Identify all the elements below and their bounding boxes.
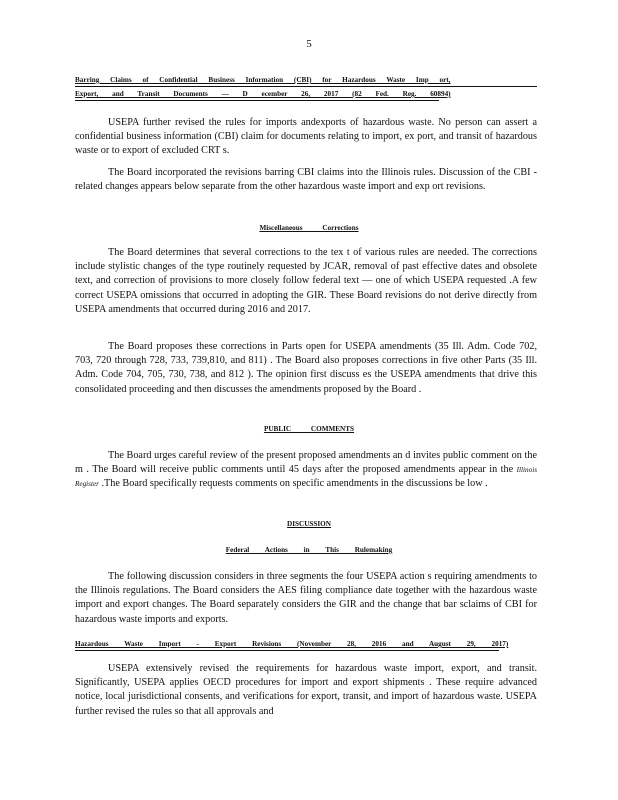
misc-paragraph-2: The Board proposes these corrections in Parts open for USEPA amendments (35 Ill. Adm. Code 702, 703, 720 through 728, 733, 739,810, and 811) . The Board also proposes corrections in five other Parts (35 Ill. Adm. Code 704, 705, 730, 738, and 812 ). The opinion first discuss es the USEPA amendments that drive this consolidated proceeding and then discusses the amendments proposed by the Board .: [75, 341, 537, 395]
hw-paragraph: USEPA extensively revised the requirements for hazardous waste import, export, and transit. Significantly, USEPA applies OECD procedures for import and export shipments . These require advanced notice, local jurisdictional consents, and verifications for export, transit, and import of hazardous waste. USEPA further revised the rules so that all approvals and: [75, 663, 537, 717]
cbi-heading-line1: Barring Claims of Confidential Business Information (CBI) for Hazardous Waste Imp ort,: [75, 76, 451, 84]
discussion-heading: DISCUSSION: [287, 520, 331, 528]
cbi-paragraph-2: The Board incorporated the revisions barring CBI claims into the Illinois rules. Discussion of the CBI -related changes appears below separate from the other hazardous waste import and exp ort revisions.: [75, 167, 537, 193]
heading-rule: [75, 650, 499, 651]
public-comments-heading: PUBLIC COMMENTS: [263, 425, 355, 433]
hw-heading: Hazardous Waste Import - Export Revisions (November 28, 2016 and August 29, 2017): [75, 640, 509, 648]
misc-paragraph-1: The Board determines that several corrections to the tex t of various rules are needed. The corrections include stylistic changes of the type routinely requested by JCAR, removal of past effective dates and obsolete text, and correction of provisions to more closely follow federal text — one of which USEPA requested .A few correct USEPA omissions that occurred in adopting the GIR. These Board revisions do not derive directly from USEPA amendments that occurred during 2016 and 2017.: [75, 247, 537, 315]
public-text-b: .The Board specifically requests comments on specific amendments in the discussions be low .: [98, 478, 488, 490]
cbi-heading-line2: Export, and Transit Documents — D ecember 26, 2017 (82 Fed. Reg. 60894): [75, 90, 451, 98]
illinois-register-title: Illinois Register: [75, 466, 537, 489]
federal-actions-heading: Federal Actions in This Rulemaking: [225, 546, 393, 554]
page-number: 5: [306, 38, 312, 50]
federal-paragraph: The following discussion considers in three segments the four USEPA action s requiring amendments to the Illinois regulations. The Board considers the AES filing compliance date together with the hazardous waste import and export changes. The Board separately considers the GIR and the change that bar sclaims of CBI for hazardous waste imports and exports.: [75, 571, 537, 625]
public-text-a: The Board urges careful review of the present proposed amendments an d invites public comment on the m . The Board will receive public comments until 45 days after the proposed amendments appear in the: [75, 450, 537, 476]
cbi-paragraph-1: USEPA further revised the rules for imports andexports of hazardous waste. No person can assert a confidential business information (CBI) claim for documents relating to import, ex port, and transit of hazardous waste or to export of excluded CRT s.: [75, 117, 537, 157]
heading-rule: [75, 100, 439, 101]
heading-rule: [75, 86, 537, 87]
misc-corrections-heading: Miscellaneous Corrections: [259, 224, 359, 232]
public-comments-paragraph: [75, 449, 537, 492]
